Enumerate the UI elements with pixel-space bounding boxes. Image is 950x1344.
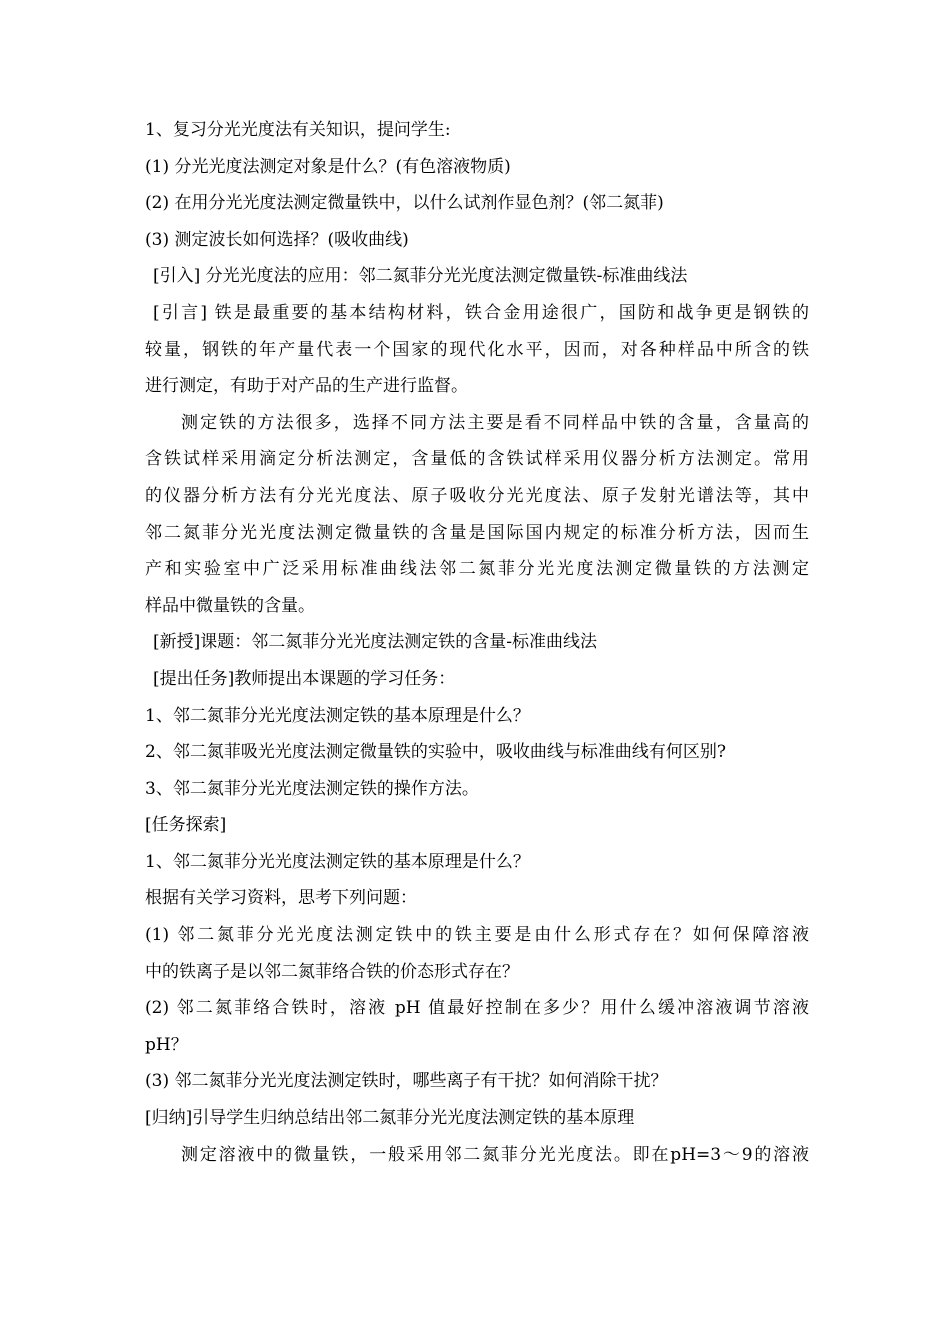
foreword-line-2: 较量，钢铁的年产量代表一个国家的现代化水平，因而，对各种样品中所含的铁 bbox=[145, 339, 809, 360]
explore-question-1-line-2: 中的铁离子是以邻二氮菲络合铁的价态形式存在？ bbox=[145, 961, 519, 982]
explore-question-2-line-2: pH？ bbox=[145, 1034, 188, 1055]
paragraph-line-6: 样品中微量铁的含量。 bbox=[145, 595, 315, 616]
new-topic-line: [新授]课题：邻二氮菲分光光度法测定铁的含量-标准曲线法 bbox=[153, 632, 598, 653]
question-1: (1) 分光光度法测定对象是什么？(有色溶液物质) bbox=[145, 156, 511, 177]
task-3: 3、邻二氮菲分光光度法测定铁的操作方法。 bbox=[145, 778, 479, 799]
review-heading: 1、复习分光光度法有关知识，提问学生: bbox=[145, 120, 451, 140]
foreword-line-3: 进行测定，有助于对产品的生产进行监督。 bbox=[145, 376, 468, 397]
summary-heading: [归纳]引导学生归纳总结出邻二氮菲分光光度法测定铁的基本原理 bbox=[145, 1108, 635, 1129]
foreword-line-1: [引言] 铁是最重要的基本结构材料，铁合金用途很广，国防和战争更是钢铁的 bbox=[153, 302, 809, 323]
question-3: (3) 测定波长如何选择？(吸收曲线) bbox=[145, 229, 409, 250]
explore-question-2-line-1: (2) 邻二氮菲络合铁时，溶液 pH 值最好控制在多少？用什么缓冲溶液调节溶液 bbox=[145, 998, 809, 1019]
task-1: 1、邻二氮菲分光光度法测定铁的基本原理是什么？ bbox=[145, 705, 530, 726]
question-2: (2) 在用分光光度法测定微量铁中，以什么试剂作显色剂？(邻二氮菲) bbox=[145, 193, 664, 214]
explore-question-3: (3) 邻二氮菲分光光度法测定铁时，哪些离子有干扰？如何消除干扰？ bbox=[145, 1071, 668, 1092]
paragraph-line-4: 邻二氮菲分光光度法测定微量铁的含量是国际国内规定的标准分析方法，因而生 bbox=[145, 522, 809, 543]
paragraph-line-5: 产和实验室中广泛采用标准曲线法邻二氮菲分光光度法测定微量铁的方法测定 bbox=[145, 559, 809, 580]
document-body bbox=[145, 112, 809, 1173]
explore-heading: [任务探索] bbox=[145, 815, 227, 836]
paragraph-line-2: 含铁试样采用滴定分析法测定，含量低的含铁试样采用仪器分析方法测定。常用 bbox=[145, 449, 809, 470]
summary-line-1: 测定溶液中的微量铁，一般采用邻二氮菲分光光度法。即在pH=3～9的溶液 bbox=[181, 1144, 809, 1165]
task-heading: [提出任务]教师提出本课题的学习任务： bbox=[153, 668, 456, 689]
paragraph-line-1: 测定铁的方法很多，选择不同方法主要是看不同样品中铁的含量，含量高的 bbox=[181, 412, 809, 433]
explore-question-1-line-1: (1) 邻二氮菲分光光度法测定铁中的铁主要是由什么形式存在？如何保障溶液 bbox=[145, 925, 809, 946]
intro-line: [引入] 分光光度法的应用：邻二氮菲分光光度法测定微量铁-标准曲线法 bbox=[153, 266, 688, 287]
paragraph-line-3: 的仪器分析方法有分光光度法、原子吸收分光光度法、原子发射光谱法等，其中 bbox=[145, 485, 809, 506]
task-2: 2、邻二氮菲吸光光度法测定微量铁的实验中，吸收曲线与标准曲线有何区别? bbox=[145, 742, 726, 763]
explore-task-1: 1、邻二氮菲分光光度法测定铁的基本原理是什么？ bbox=[145, 851, 530, 872]
explore-prompt: 根据有关学习资料，思考下列问题： bbox=[145, 888, 417, 909]
